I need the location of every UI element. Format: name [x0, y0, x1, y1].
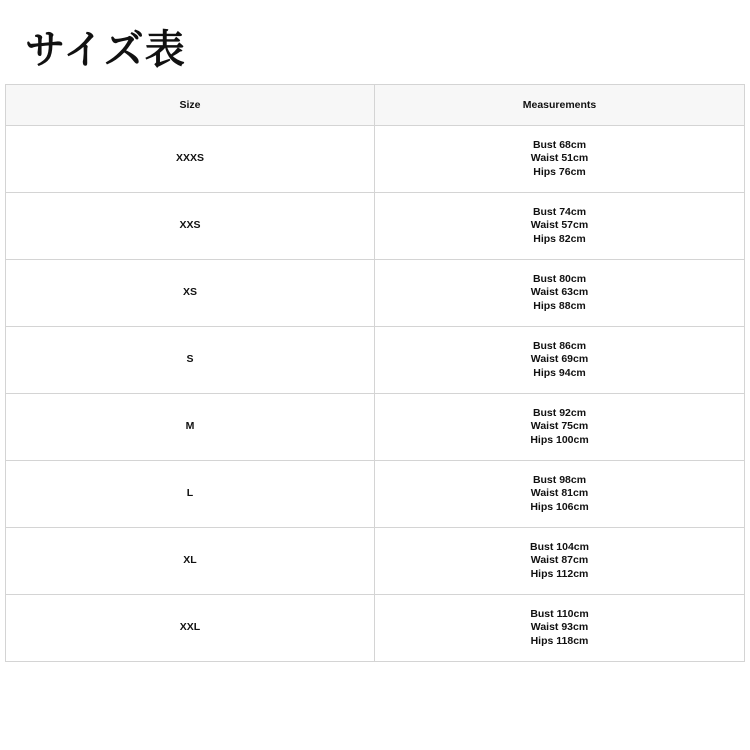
hips-value: Hips 76cm — [533, 165, 586, 178]
table-row — [6, 394, 745, 461]
waist-value: Waist 93cm — [530, 621, 589, 634]
waist-value: Waist 63cm — [530, 286, 589, 299]
table-row — [6, 595, 745, 662]
waist-value: Waist 57cm — [530, 219, 589, 232]
size-cell: XS — [6, 260, 375, 327]
hips-value: Hips 94cm — [533, 366, 586, 379]
hips-value: Hips 112cm — [530, 567, 589, 580]
size-cell: M — [6, 394, 375, 461]
bust-value: Bust 110cm — [530, 607, 589, 620]
bust-value: Bust 104cm — [530, 540, 589, 553]
size-cell: XXXS — [6, 126, 375, 193]
table-header-row — [6, 85, 745, 126]
bust-value: Bust 80cm — [532, 272, 587, 285]
measurements-cell — [375, 528, 745, 595]
hips-value: Hips 118cm — [530, 634, 589, 647]
hips-value: Hips 106cm — [530, 500, 589, 513]
measurements-cell — [375, 260, 745, 327]
table-row — [6, 260, 745, 327]
header-measurements: Measurements — [375, 85, 745, 126]
size-cell: S — [6, 327, 375, 394]
table-row — [6, 327, 745, 394]
hips-value: Hips 100cm — [530, 433, 589, 446]
waist-value: Waist 69cm — [530, 353, 589, 366]
page-title: サイズ表 — [25, 27, 186, 73]
hips-value: Hips 82cm — [533, 232, 586, 245]
measurements-cell — [375, 126, 745, 193]
waist-value: Waist 75cm — [530, 420, 589, 433]
table-row — [6, 193, 745, 260]
measurements-cell — [375, 193, 745, 260]
bust-value: Bust 98cm — [532, 473, 587, 486]
bust-value: Bust 86cm — [532, 339, 587, 352]
measurements-cell — [375, 327, 745, 394]
table-row — [6, 528, 745, 595]
measurements-cell — [375, 394, 745, 461]
measurements-cell — [375, 461, 745, 528]
size-cell: XXS — [6, 193, 375, 260]
waist-value: Waist 51cm — [530, 152, 589, 165]
table-row — [6, 126, 745, 193]
size-cell: XXL — [6, 595, 375, 662]
measurements-cell — [375, 595, 745, 662]
bust-value: Bust 92cm — [532, 406, 587, 419]
header-size: Size — [6, 85, 375, 126]
bust-value: Bust 74cm — [532, 205, 587, 218]
waist-value: Waist 81cm — [530, 487, 589, 500]
size-table — [5, 84, 745, 662]
hips-value: Hips 88cm — [533, 299, 586, 312]
table-row — [6, 461, 745, 528]
size-cell: XL — [6, 528, 375, 595]
waist-value: Waist 87cm — [530, 554, 589, 567]
bust-value: Bust 68cm — [532, 138, 587, 151]
size-cell: L — [6, 461, 375, 528]
